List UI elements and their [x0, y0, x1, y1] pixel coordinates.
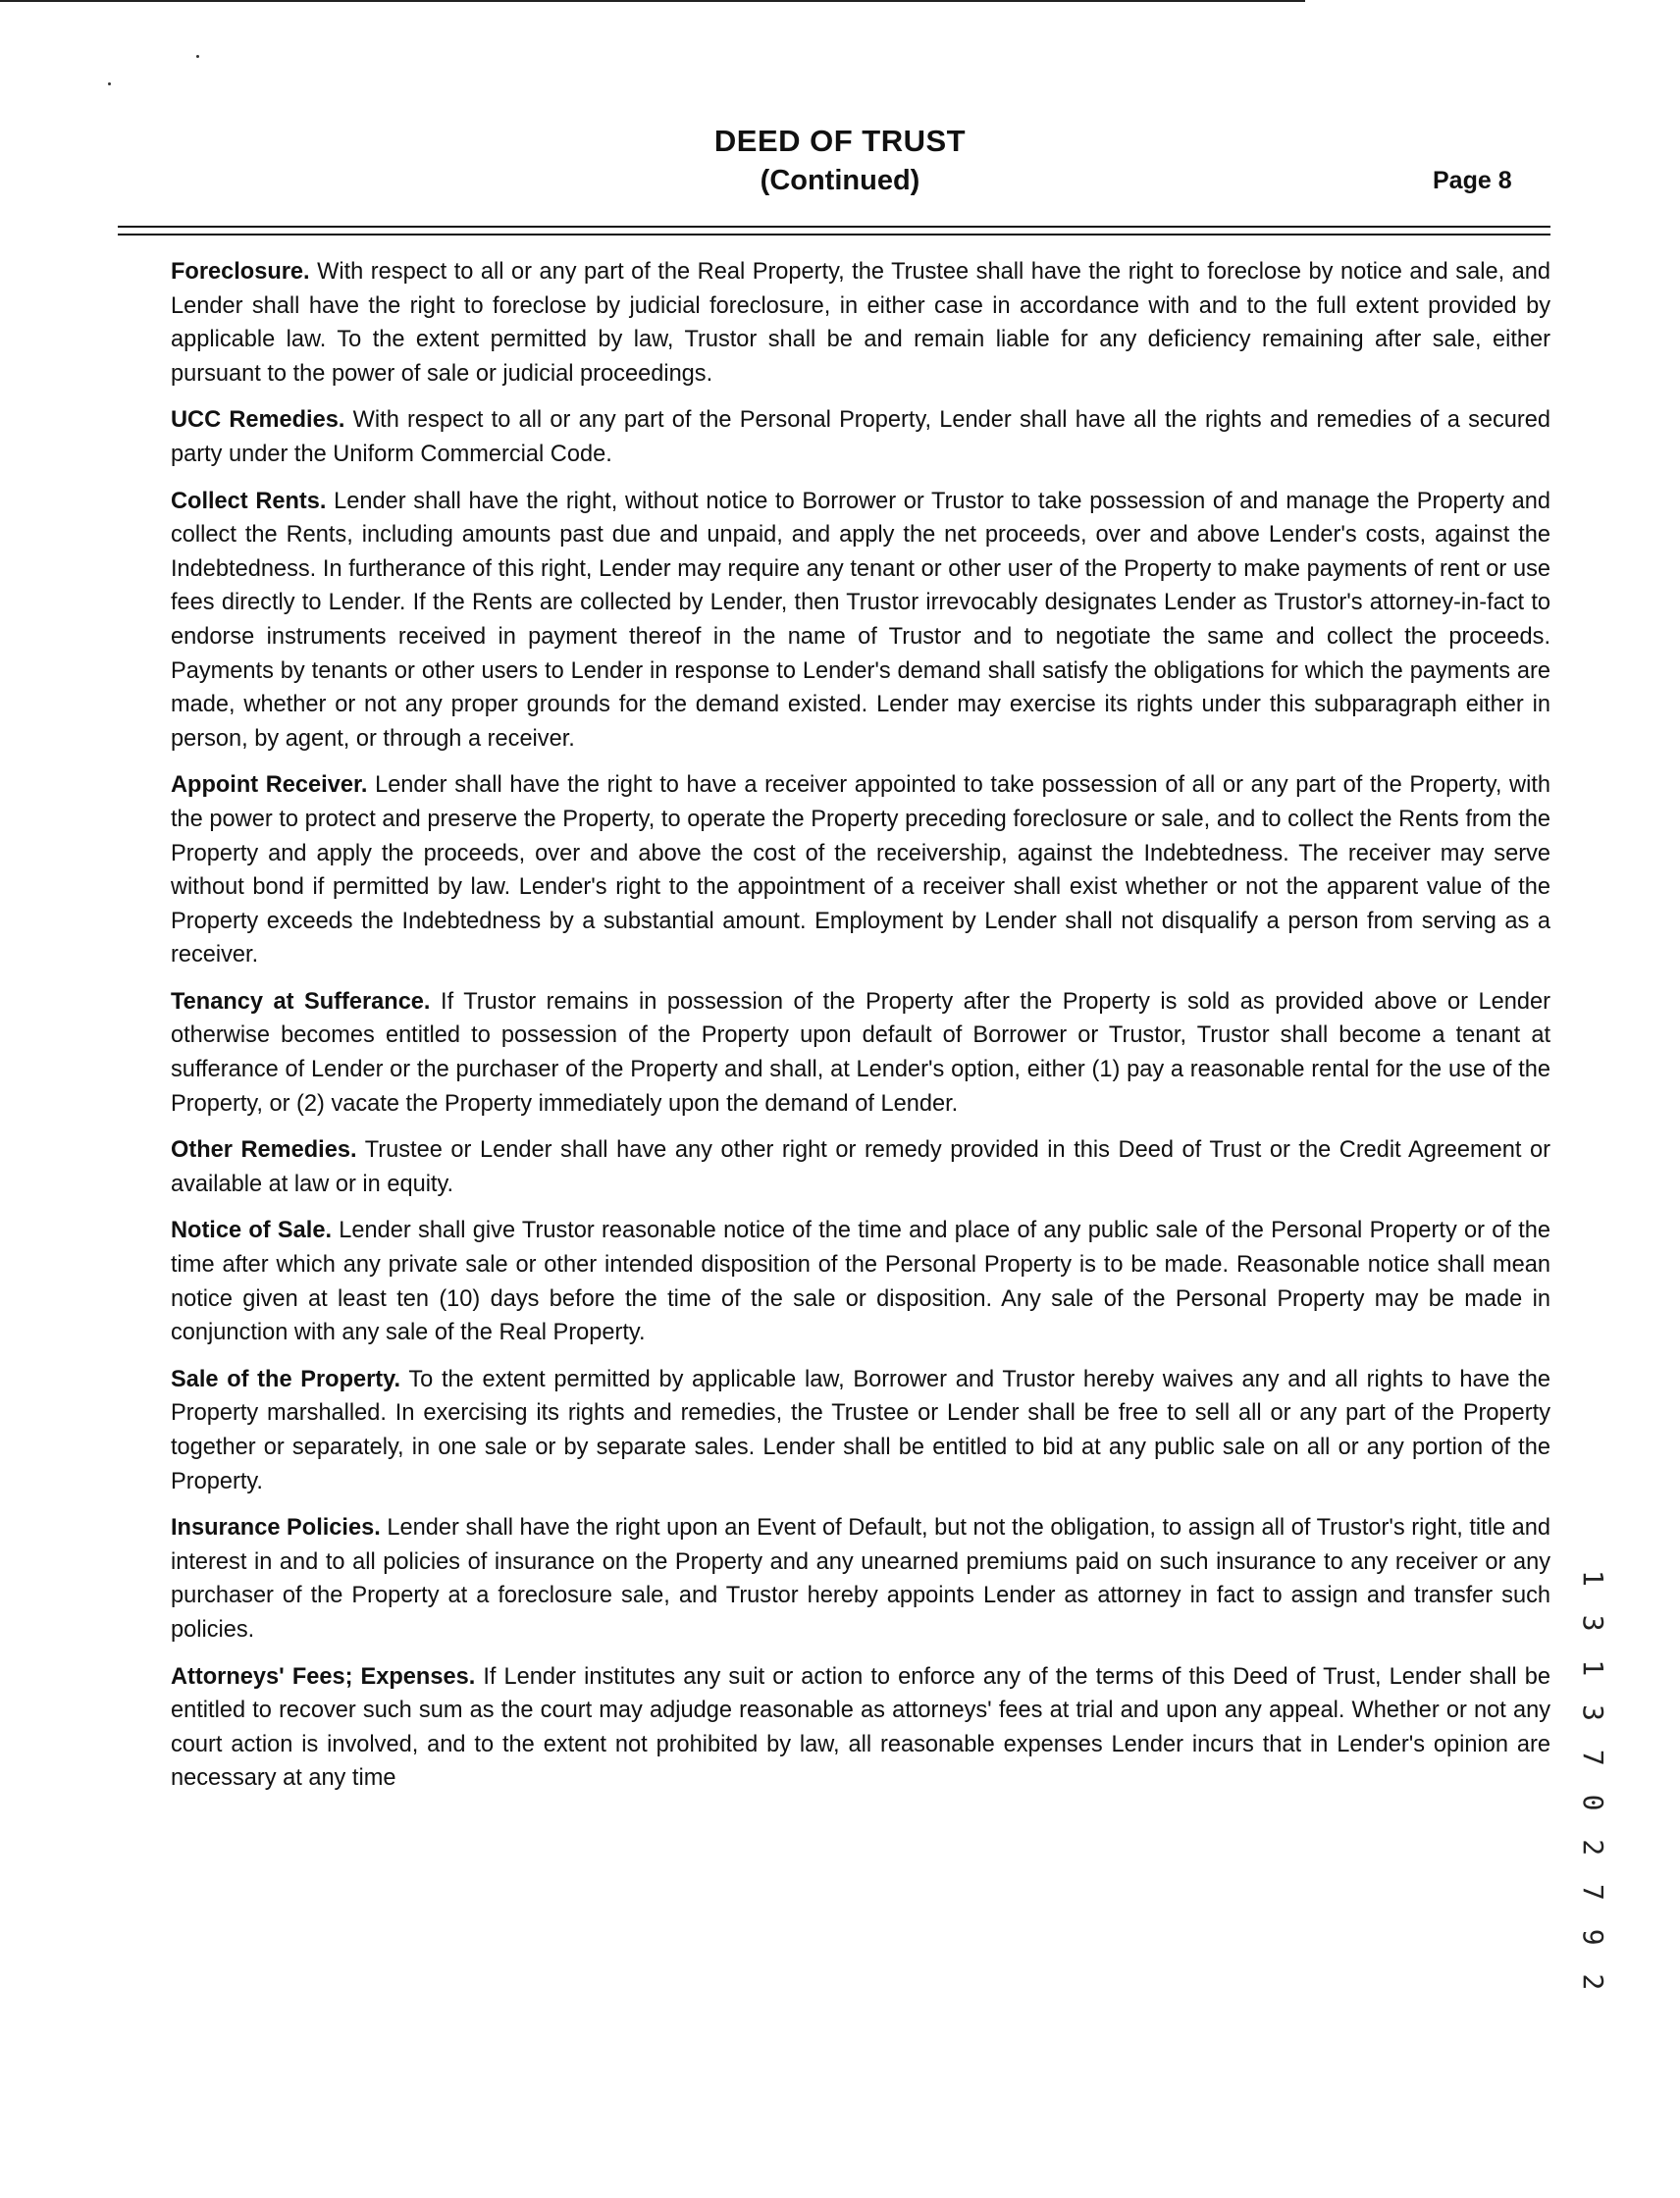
- paragraph-attorneys-fees: [171, 1660, 1550, 1796]
- paragraph-text: With respect to all or any part of the Personal Property, Lender shall have all the rights and remedies of a secured party under the Uniform Commercial Code.: [171, 407, 1551, 467]
- document-subtitle: (Continued): [760, 165, 920, 196]
- header-divider-bottom: [118, 234, 1550, 236]
- paragraph-heading: Insurance Policies.: [171, 1515, 381, 1542]
- paragraph-heading: UCC Remedies.: [171, 407, 345, 434]
- paragraph-sale-of-property: [171, 1363, 1550, 1498]
- document-body: [171, 255, 1550, 1808]
- paragraph-heading: Attorneys' Fees; Expenses.: [171, 1663, 476, 1690]
- paragraph-text: Lender shall have the right, without notice to Borrower or Trustor to take possession of and manage the Property and collect the Rents, including amounts past due and unpaid, and apply the net proceeds, over and above Lender's costs, against the Indebtedness. In furtherance of this right, Lender may require any tenant or other user of the Property to make payments of rent or use fees directly to Lender. If the Rents are collected by Lender, then Trustor irrevocably designates Lender as Trustor's attorney-in-fact to endorse instruments received in payment thereof in the name of Trustor and to negotiate the same and collect the proceeds. Payments by tenants or other users to Lender in response to Lender's demand shall satisfy the obligations for which the payments are made, whether or not any proper grounds for the demand existed. Lender may exercise its rights under this subparagraph either in person, by agent, or through a receiver.: [171, 488, 1550, 752]
- paragraph-ucc-remedies: [171, 403, 1550, 471]
- paragraph-text: If Trustor remains in possession of the Property after the Property is sold as provided above or Lender otherwise becomes entitled to possession of the Property upon default of Borrower or Trustor, Trustor shall become a tenant at sufferance of Lender or the purchaser of the Property and shall, at Lender's option, either (1) pay a reasonable rental for the use of the Property, or (2) vacate the Property immediately upon the demand of Lender.: [171, 988, 1550, 1117]
- paragraph-appoint-receiver: [171, 768, 1550, 972]
- paragraph-foreclosure: [171, 255, 1550, 391]
- scan-speck: [196, 55, 199, 58]
- paragraph-text: Lender shall give Trustor reasonable notice of the time and place of any public sale of the Personal Property or of the time after which any private sale or other intended disposition of the Personal Property is to be made. Reasonable notice shall mean notice given at least ten (10) days before the time of the sale or disposition. Any sale of the Personal Property may be made in conjunction with any sale of the Real Property.: [171, 1218, 1551, 1346]
- paragraph-text: Lender shall have the right upon an Event of Default, but not the obligation, to assign all of Trustor's right, title and interest in and to all policies of insurance on the Property and any unearned premiums paid on such insurance to any receiver or any purchaser of the Property at a foreclosure sale, and Trustor hereby appoints Lender as attorney in fact to assign and transfer such policies.: [171, 1515, 1551, 1643]
- paragraph-text: Trustee or Lender shall have any other right or remedy provided in this Deed of Trust or the Credit Agreement or available at law or in equity.: [171, 1137, 1550, 1197]
- paragraph-heading: Tenancy at Sufferance.: [171, 988, 431, 1015]
- document-title: DEED OF TRUST: [713, 124, 967, 158]
- paragraph-text: Lender shall have the right to have a receiver appointed to take possession of all or any part of the Property, with the power to protect and preserve the Property, to operate the Property preceding foreclosure or sale, and to collect the Rents from the Property and apply the proceeds, over and above the cost of the receivership, against the Indebtedness. The receiver may serve without bond if permitted by law. Lender's right to the appointment of a receiver shall exist whether or not the apparent value of the Property exceeds the Indebtedness by a substantial amount. Employment by Lender shall not disqualify a person from serving as a receiver.: [171, 772, 1550, 968]
- paragraph-text: With respect to all or any part of the Real Property, the Trustee shall have the right to foreclose by notice and sale, and Lender shall have the right to foreclose by judicial foreclosure, in either case in accordance with and to the full extent provided by applicable law. To the extent permitted by law, Trustor shall be and remain liable for any deficiency remaining after sale, either pursuant to the power of sale or judicial proceedings.: [171, 259, 1550, 387]
- paragraph-tenancy-at-sufferance: [171, 985, 1550, 1121]
- paragraph-heading: Foreclosure.: [171, 259, 310, 285]
- page-number: Page 8: [1433, 167, 1512, 194]
- scan-speck: [108, 82, 111, 85]
- paragraph-heading: Other Remedies.: [171, 1137, 357, 1164]
- paragraph-insurance-policies: [171, 1511, 1550, 1647]
- header-divider-top: [118, 226, 1550, 228]
- paragraph-other-remedies: [171, 1133, 1550, 1201]
- paragraph-text: If Lender institutes any suit or action to enforce any of the terms of this Deed of Trust, Lender shall be entitled to recover such sum as the court may adjudge reasonable as attorneys' fees at trial and upon any appeal. Whether or not any court action is involved, and to the extent not prohibited by law, all reasonable expenses Lender incurs that in Lender's opinion are necessary at any time: [171, 1663, 1551, 1792]
- document-header: [0, 124, 1680, 202]
- paragraph-heading: Sale of the Property.: [171, 1366, 401, 1392]
- paragraph-text: To the extent permitted by applicable law, Borrower and Trustor hereby waives any and all rights to have the Property marshalled. In exercising its rights and remedies, the Trustee or Lender shall be free to sell all or any part of the Property together or separately, in one sale or by separate sales. Lender shall be entitled to bid at any public sale on all or any portion of the Property.: [171, 1366, 1550, 1494]
- paragraph-notice-of-sale: [171, 1214, 1550, 1349]
- top-border-line: [0, 0, 1305, 2]
- paragraph-heading: Appoint Receiver.: [171, 772, 368, 799]
- paragraph-heading: Notice of Sale.: [171, 1218, 333, 1244]
- recording-stamp-number: 1 3 1 3 7 0 2 7 9 2: [1577, 1570, 1609, 1997]
- paragraph-collect-rents: [171, 485, 1550, 757]
- paragraph-heading: Collect Rents.: [171, 488, 327, 514]
